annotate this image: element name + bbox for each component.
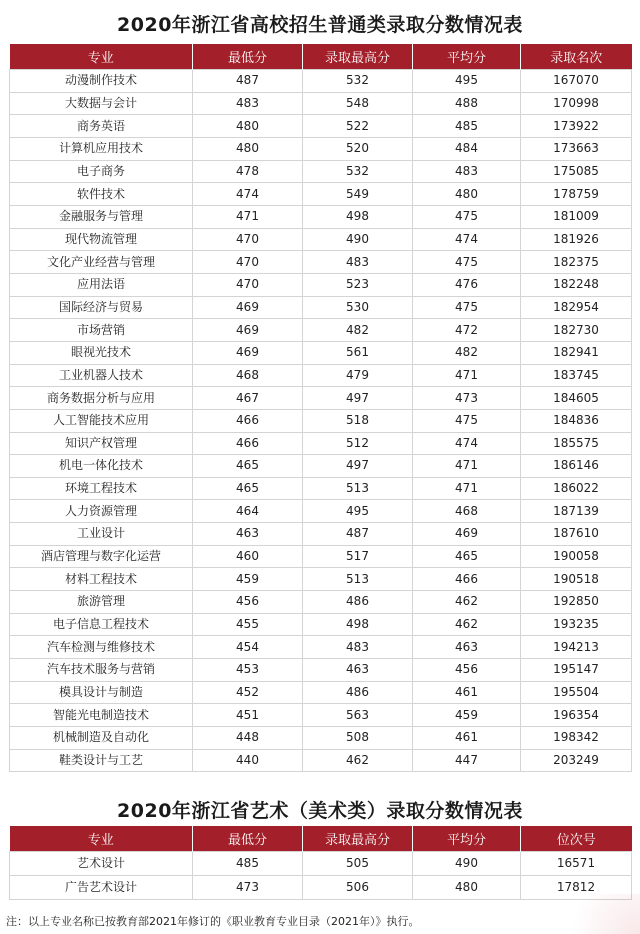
cell-major: 机械制造及自动化 [10, 727, 193, 750]
cell-rank: 185575 [521, 432, 632, 455]
table-row [10, 749, 632, 772]
cell-rank: 203249 [521, 749, 632, 772]
table-row [10, 273, 632, 296]
cell-max-score: 523 [303, 273, 413, 296]
cell-rank: 183745 [521, 364, 632, 387]
header-min-score: 最低分 [193, 44, 303, 70]
cell-avg-score: 495 [413, 70, 521, 93]
cell-avg-score: 473 [413, 387, 521, 410]
cell-min-score: 470 [193, 251, 303, 274]
cell-min-score: 469 [193, 319, 303, 342]
table2-title: 2020年浙江省艺术（美术类）录取分数情况表 [117, 800, 523, 822]
cell-max-score: 517 [303, 545, 413, 568]
cell-max-score: 498 [303, 613, 413, 636]
cell-rank: 194213 [521, 636, 632, 659]
cell-rank: 173922 [521, 115, 632, 138]
cell-rank: 196354 [521, 704, 632, 727]
table-row [10, 183, 632, 206]
cell-min-score: 465 [193, 455, 303, 478]
cell-max-score: 532 [303, 70, 413, 93]
cell-major: 模具设计与制造 [10, 681, 193, 704]
cell-avg-score: 471 [413, 477, 521, 500]
cell-rank: 170998 [521, 92, 632, 115]
cell-avg-score: 459 [413, 704, 521, 727]
cell-rank: 187610 [521, 523, 632, 546]
table-row [10, 727, 632, 750]
admission-score-table-general [9, 44, 632, 772]
cell-max-score: 513 [303, 477, 413, 500]
cell-major: 酒店管理与数字化运营 [10, 545, 193, 568]
cell-min-score: 469 [193, 341, 303, 364]
cell-rank: 190058 [521, 545, 632, 568]
cell-avg-score: 463 [413, 636, 521, 659]
cell-major: 广告艺术设计 [10, 876, 193, 900]
table-row [10, 523, 632, 546]
cell-avg-score: 468 [413, 500, 521, 523]
cell-rank: 173663 [521, 137, 632, 160]
header-avg-score: 平均分 [413, 44, 521, 70]
table2-header-row [10, 826, 632, 852]
cell-major: 商务数据分析与应用 [10, 387, 193, 410]
cell-max-score: 561 [303, 341, 413, 364]
table-row [10, 591, 632, 614]
cell-major: 艺术设计 [10, 852, 193, 876]
cell-avg-score: 483 [413, 160, 521, 183]
table-row [10, 296, 632, 319]
table-row [10, 115, 632, 138]
table-row [10, 659, 632, 682]
cell-max-score: 522 [303, 115, 413, 138]
cell-rank: 17812 [521, 876, 632, 900]
cell-rank: 190518 [521, 568, 632, 591]
cell-min-score: 483 [193, 92, 303, 115]
table-row [10, 92, 632, 115]
cell-min-score: 473 [193, 876, 303, 900]
table-row [10, 704, 632, 727]
cell-major: 国际经济与贸易 [10, 296, 193, 319]
cell-max-score: 486 [303, 681, 413, 704]
cell-min-score: 466 [193, 432, 303, 455]
cell-major: 文化产业经营与管理 [10, 251, 193, 274]
table-row [10, 70, 632, 93]
cell-min-score: 465 [193, 477, 303, 500]
cell-major: 汽车技术服务与营销 [10, 659, 193, 682]
cell-avg-score: 471 [413, 455, 521, 478]
cell-max-score: 482 [303, 319, 413, 342]
cell-max-score: 483 [303, 636, 413, 659]
cell-rank: 186146 [521, 455, 632, 478]
cell-avg-score: 474 [413, 228, 521, 251]
table-row [10, 228, 632, 251]
cell-max-score: 563 [303, 704, 413, 727]
cell-avg-score: 475 [413, 409, 521, 432]
cell-avg-score: 475 [413, 296, 521, 319]
cell-max-score: 508 [303, 727, 413, 750]
cell-avg-score: 461 [413, 727, 521, 750]
cell-avg-score: 465 [413, 545, 521, 568]
cell-major: 现代物流管理 [10, 228, 193, 251]
cell-avg-score: 471 [413, 364, 521, 387]
cell-max-score: 495 [303, 500, 413, 523]
table2-body [10, 852, 632, 900]
cell-avg-score: 475 [413, 205, 521, 228]
table-row [10, 137, 632, 160]
cell-min-score: 466 [193, 409, 303, 432]
cell-major: 汽车检测与维修技术 [10, 636, 193, 659]
cell-min-score: 448 [193, 727, 303, 750]
header-major: 专业 [10, 44, 193, 70]
header-rank-number: 位次号 [521, 826, 632, 852]
table-row [10, 613, 632, 636]
cell-max-score: 513 [303, 568, 413, 591]
cell-major: 工业机器人技术 [10, 364, 193, 387]
cell-major: 动漫制作技术 [10, 70, 193, 93]
cell-avg-score: 475 [413, 251, 521, 274]
cell-avg-score: 466 [413, 568, 521, 591]
table-row [10, 251, 632, 274]
cell-avg-score: 474 [413, 432, 521, 455]
cell-min-score: 440 [193, 749, 303, 772]
cell-avg-score: 462 [413, 591, 521, 614]
table-row [10, 364, 632, 387]
cell-max-score: 497 [303, 455, 413, 478]
cell-min-score: 460 [193, 545, 303, 568]
table-row [10, 341, 632, 364]
table-row [10, 636, 632, 659]
admission-score-table-art [9, 826, 632, 900]
cell-min-score: 463 [193, 523, 303, 546]
cell-rank: 195504 [521, 681, 632, 704]
cell-max-score: 530 [303, 296, 413, 319]
cell-major: 电子信息工程技术 [10, 613, 193, 636]
cell-major: 市场营销 [10, 319, 193, 342]
cell-major: 机电一体化技术 [10, 455, 193, 478]
cell-rank: 186022 [521, 477, 632, 500]
cell-min-score: 480 [193, 115, 303, 138]
cell-min-score: 487 [193, 70, 303, 93]
table-row [10, 568, 632, 591]
cell-major: 人工智能技术应用 [10, 409, 193, 432]
cell-max-score: 497 [303, 387, 413, 410]
cell-major: 商务英语 [10, 115, 193, 138]
cell-avg-score: 482 [413, 341, 521, 364]
table-row [10, 432, 632, 455]
cell-min-score: 452 [193, 681, 303, 704]
cell-rank: 198342 [521, 727, 632, 750]
cell-max-score: 486 [303, 591, 413, 614]
table-row [10, 545, 632, 568]
cell-major: 人力资源管理 [10, 500, 193, 523]
cell-min-score: 454 [193, 636, 303, 659]
table1-title: 2020年浙江省高校招生普通类录取分数情况表 [117, 14, 523, 36]
cell-avg-score: 476 [413, 273, 521, 296]
cell-rank: 182941 [521, 341, 632, 364]
cell-rank: 182248 [521, 273, 632, 296]
cell-major: 材料工程技术 [10, 568, 193, 591]
cell-rank: 182954 [521, 296, 632, 319]
cell-major: 金融服务与管理 [10, 205, 193, 228]
cell-max-score: 463 [303, 659, 413, 682]
cell-rank: 182375 [521, 251, 632, 274]
cell-major: 环境工程技术 [10, 477, 193, 500]
cell-max-score: 549 [303, 183, 413, 206]
header-avg-score: 平均分 [413, 826, 521, 852]
cell-max-score: 490 [303, 228, 413, 251]
cell-max-score: 512 [303, 432, 413, 455]
table-row [10, 852, 632, 876]
cell-avg-score: 480 [413, 876, 521, 900]
header-max-score: 录取最高分 [303, 826, 413, 852]
cell-max-score: 506 [303, 876, 413, 900]
cell-min-score: 480 [193, 137, 303, 160]
decorative-corner [550, 894, 640, 934]
cell-rank: 184605 [521, 387, 632, 410]
header-rank: 录取名次 [521, 44, 632, 70]
cell-min-score: 451 [193, 704, 303, 727]
cell-min-score: 468 [193, 364, 303, 387]
cell-avg-score: 472 [413, 319, 521, 342]
cell-avg-score: 456 [413, 659, 521, 682]
cell-min-score: 453 [193, 659, 303, 682]
footnote: 注：以上专业名称已按教育部2021年修订的《职业教育专业目录（2021年）》执行。 [6, 915, 420, 928]
cell-rank: 193235 [521, 613, 632, 636]
table-row [10, 160, 632, 183]
cell-min-score: 470 [193, 273, 303, 296]
table-row [10, 477, 632, 500]
cell-major: 鞋类设计与工艺 [10, 749, 193, 772]
header-major: 专业 [10, 826, 193, 852]
cell-rank: 175085 [521, 160, 632, 183]
cell-avg-score: 480 [413, 183, 521, 206]
cell-avg-score: 447 [413, 749, 521, 772]
cell-avg-score: 461 [413, 681, 521, 704]
table1-header-row [10, 44, 632, 70]
cell-avg-score: 469 [413, 523, 521, 546]
cell-rank: 181009 [521, 205, 632, 228]
cell-major: 应用法语 [10, 273, 193, 296]
cell-min-score: 469 [193, 296, 303, 319]
cell-rank: 187139 [521, 500, 632, 523]
cell-max-score: 483 [303, 251, 413, 274]
cell-major: 知识产权管理 [10, 432, 193, 455]
cell-avg-score: 462 [413, 613, 521, 636]
header-min-score: 最低分 [193, 826, 303, 852]
table-row [10, 387, 632, 410]
cell-max-score: 532 [303, 160, 413, 183]
cell-avg-score: 484 [413, 137, 521, 160]
table-row [10, 500, 632, 523]
cell-min-score: 464 [193, 500, 303, 523]
table-row [10, 319, 632, 342]
cell-rank: 184836 [521, 409, 632, 432]
cell-min-score: 455 [193, 613, 303, 636]
cell-min-score: 470 [193, 228, 303, 251]
cell-major: 软件技术 [10, 183, 193, 206]
cell-max-score: 518 [303, 409, 413, 432]
cell-min-score: 474 [193, 183, 303, 206]
cell-avg-score: 490 [413, 852, 521, 876]
cell-major: 电子商务 [10, 160, 193, 183]
cell-min-score: 456 [193, 591, 303, 614]
cell-max-score: 462 [303, 749, 413, 772]
table1-body [10, 70, 632, 772]
cell-rank: 181926 [521, 228, 632, 251]
cell-max-score: 498 [303, 205, 413, 228]
cell-min-score: 478 [193, 160, 303, 183]
table-row [10, 455, 632, 478]
cell-major: 眼视光技术 [10, 341, 193, 364]
cell-major: 工业设计 [10, 523, 193, 546]
cell-max-score: 520 [303, 137, 413, 160]
cell-rank: 16571 [521, 852, 632, 876]
cell-avg-score: 485 [413, 115, 521, 138]
cell-min-score: 467 [193, 387, 303, 410]
cell-max-score: 487 [303, 523, 413, 546]
cell-rank: 167070 [521, 70, 632, 93]
table-row [10, 205, 632, 228]
table-row [10, 876, 632, 900]
cell-major: 智能光电制造技术 [10, 704, 193, 727]
header-max-score: 录取最高分 [303, 44, 413, 70]
cell-major: 旅游管理 [10, 591, 193, 614]
cell-max-score: 505 [303, 852, 413, 876]
cell-rank: 192850 [521, 591, 632, 614]
cell-min-score: 485 [193, 852, 303, 876]
cell-max-score: 548 [303, 92, 413, 115]
table-row [10, 681, 632, 704]
cell-max-score: 479 [303, 364, 413, 387]
table-row [10, 409, 632, 432]
cell-major: 大数据与会计 [10, 92, 193, 115]
cell-major: 计算机应用技术 [10, 137, 193, 160]
cell-avg-score: 488 [413, 92, 521, 115]
cell-rank: 178759 [521, 183, 632, 206]
cell-min-score: 459 [193, 568, 303, 591]
cell-min-score: 471 [193, 205, 303, 228]
cell-rank: 195147 [521, 659, 632, 682]
cell-rank: 182730 [521, 319, 632, 342]
